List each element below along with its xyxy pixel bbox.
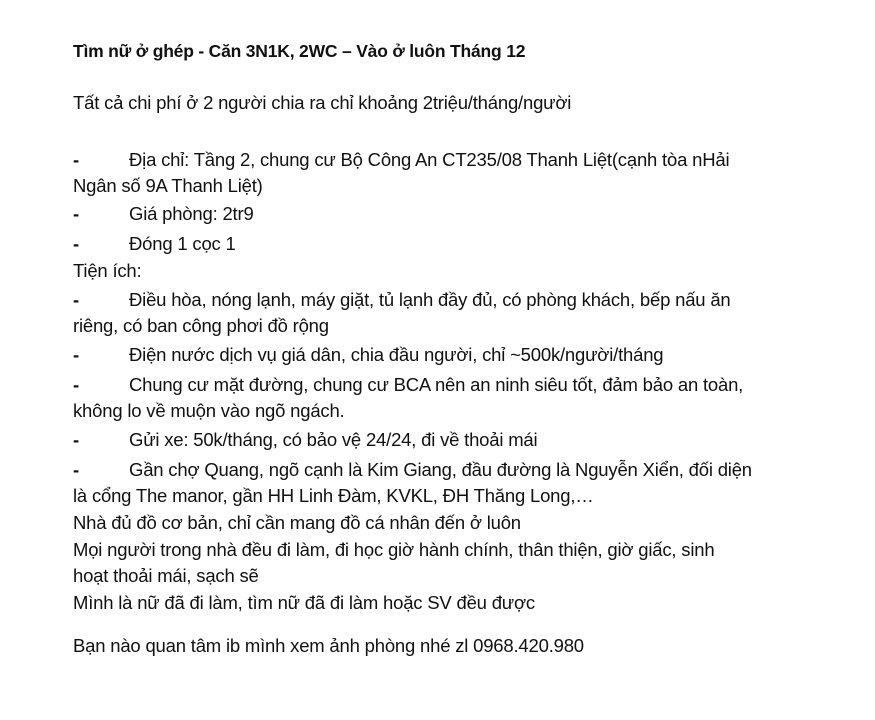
amenities-heading: Tiện ích: bbox=[73, 260, 142, 281]
note-requirement: Mình là nữ đã đi làm, tìm nữ đã đi làm hoặc SV đều được bbox=[73, 592, 535, 613]
amenity-item-cont: là cổng The manor, gần HH Linh Đàm, KVKL, ĐH Thăng Long,… bbox=[73, 485, 594, 506]
bullet-dash: - bbox=[73, 203, 79, 224]
bullet-dash: - bbox=[73, 459, 79, 480]
note-housemates-cont: hoạt thoải mái, sạch sẽ bbox=[73, 565, 259, 586]
cost-summary: Tất cả chi phí ở 2 người chia ra chỉ khoảng 2triệu/tháng/người bbox=[73, 92, 572, 113]
bullet-dash: - bbox=[73, 233, 79, 254]
note-furnished: Nhà đủ đồ cơ bản, chỉ cần mang đồ cá nhân đến ở luôn bbox=[73, 512, 521, 533]
amenity-text: Điện nước dịch vụ giá dân, chia đầu người, chỉ ~500k/người/tháng bbox=[129, 344, 664, 365]
amenity-text: Chung cư mặt đường, chung cư BCA nên an ninh siêu tốt, đảm bảo an toàn, bbox=[129, 374, 744, 395]
bullet-dash: - bbox=[73, 429, 79, 450]
bullet-dash: - bbox=[73, 374, 79, 395]
amenity-item-cont: riêng, có ban công phơi đồ rộng bbox=[73, 315, 329, 336]
bullet-dash: - bbox=[73, 149, 79, 170]
contact-line: Bạn nào quan tâm ib mình xem ảnh phòng nhé zl 0968.420.980 bbox=[73, 635, 584, 656]
amenity-text: Gửi xe: 50k/tháng, có bảo vệ 24/24, đi về thoải mái bbox=[129, 429, 538, 450]
bullet-dash: - bbox=[73, 289, 79, 310]
detail-address-cont: Ngân số 9A Thanh Liệt) bbox=[73, 175, 263, 196]
detail-text: Đóng 1 cọc 1 bbox=[129, 233, 236, 254]
amenity-item-cont: không lo về muộn vào ngõ ngách. bbox=[73, 400, 345, 421]
amenity-text: Gần chợ Quang, ngõ cạnh là Kim Giang, đầu đường là Nguyễn Xiển, đối diện bbox=[129, 459, 752, 480]
bullet-dash: - bbox=[73, 344, 79, 365]
amenity-text: Điều hòa, nóng lạnh, máy giặt, tủ lạnh đầy đủ, có phòng khách, bếp nấu ăn bbox=[129, 289, 731, 310]
post-title: Tìm nữ ở ghép - Căn 3N1K, 2WC – Vào ở luôn Tháng 12 bbox=[73, 41, 526, 61]
detail-text: Địa chỉ: Tầng 2, chung cư Bộ Công An CT235/08 Thanh Liệt(cạnh tòa nHải bbox=[129, 149, 730, 170]
detail-text: Giá phòng: 2tr9 bbox=[129, 203, 254, 224]
note-housemates: Mọi người trong nhà đều đi làm, đi học giờ hành chính, thân thiện, giờ giấc, sinh bbox=[73, 539, 715, 560]
